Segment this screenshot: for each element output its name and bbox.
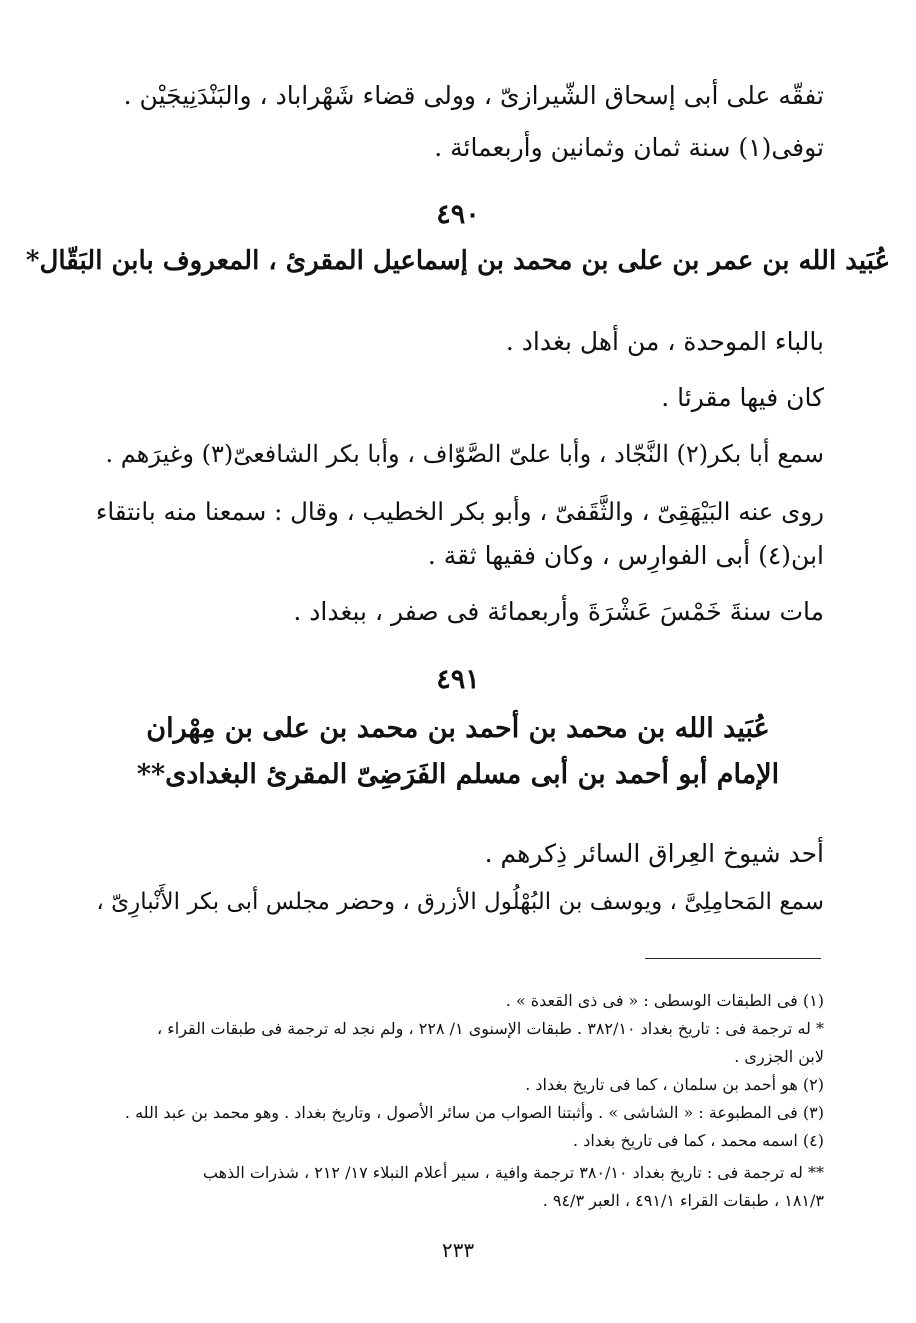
body-line: بالباء الموحدة ، من أهل بغداد . xyxy=(505,327,824,356)
body-line: سمع أبا بكر(٢) النَّجّاد ، وأبا علىّ الصَّوّاف ، وأبا بكر الشافعىّ(٣) وغيرَهم . xyxy=(105,440,824,468)
footnote-line: (٢) هو أحمد بن سلمان ، كما فى تاريخ بغداد . xyxy=(525,1075,824,1094)
footnote-rule xyxy=(645,958,821,959)
footnote-line: (٣) فى المطبوعة : « الشاشى » . وأثبتنا الصواب من سائر الأصول ، وتاريخ بغداد . وهو محمد بن عبد الله . xyxy=(124,1103,824,1122)
entry-subheading: الإمام أبو أحمد بن أبى مسلم الفَرَضِىّ المقرئ البغدادى** xyxy=(136,759,780,790)
page-number: ٢٣٣ xyxy=(441,1238,475,1262)
entry-number: ٤٩٠ xyxy=(436,199,480,230)
body-line: توفى(١) سنة ثمان وثمانين وأربعمائة . xyxy=(434,133,824,162)
footnote-line: ** له ترجمة فى : تاريخ بغداد ٣٨٠/١٠ ترجمة وافية ، سير أعلام النبلاء ١٧/ ٢١٢ ، شذرات الذهب xyxy=(202,1163,824,1182)
footnote-line: ١٨١/٣ ، طبقات القراء ٤٩١/١ ، العبر ٩٤/٣ . xyxy=(542,1191,824,1210)
body-line: كان فيها مقرئا . xyxy=(661,383,824,412)
body-line: ابن(٤) أبى الفوارِس ، وكان فقيها ثقة . xyxy=(427,541,824,570)
body-line: تفقّه على أبى إسحاق الشّيرازىّ ، وولى قضاء شَهْراباد ، والبَنْدَنِيجَيْن . xyxy=(123,81,824,110)
body-line: سمع المَحامِلِىَّ ، ويوسف بن البُهْلُول الأزرق ، وحضر مجلس أبى بكر الأَنْبارِىّ ، xyxy=(96,889,824,915)
footnote-line: (٤) اسمه محمد ، كما فى تاريخ بغداد . xyxy=(573,1131,824,1150)
body-line: مات سنةَ خَمْسَ عَشْرَةَ وأربعمائة فى صفر ، ببغداد . xyxy=(293,597,824,626)
body-line: أحد شيوخ العِراق السائر ذِكرهم . xyxy=(484,839,824,868)
footnote-line: لابن الجزرى . xyxy=(734,1047,824,1066)
entry-heading: عُبَيد الله بن عمر بن على بن محمد بن إسماعيل المقرئ ، المعروف بابن البَقّال* xyxy=(25,246,891,276)
entry-heading: عُبَيد الله بن محمد بن أحمد بن محمد بن على بن مِهْران xyxy=(146,713,770,744)
footnote-line: * له ترجمة فى : تاريخ بغداد ٣٨٢/١٠ . طبقات الإسنوى ١/ ٢٢٨ ، ولم نجد له ترجمة فى طبقات القراء ، xyxy=(156,1019,824,1038)
footnote-line: (١) فى الطبقات الوسطى : « فى ذى القعدة » . xyxy=(505,991,824,1010)
body-line: روى عنه البَيْهَقِىّ ، والثَّقَفىّ ، وأبو بكر الخطيب ، وقال : سمعنا منه بانتقاء xyxy=(95,497,824,526)
entry-number: ٤٩١ xyxy=(436,664,480,695)
